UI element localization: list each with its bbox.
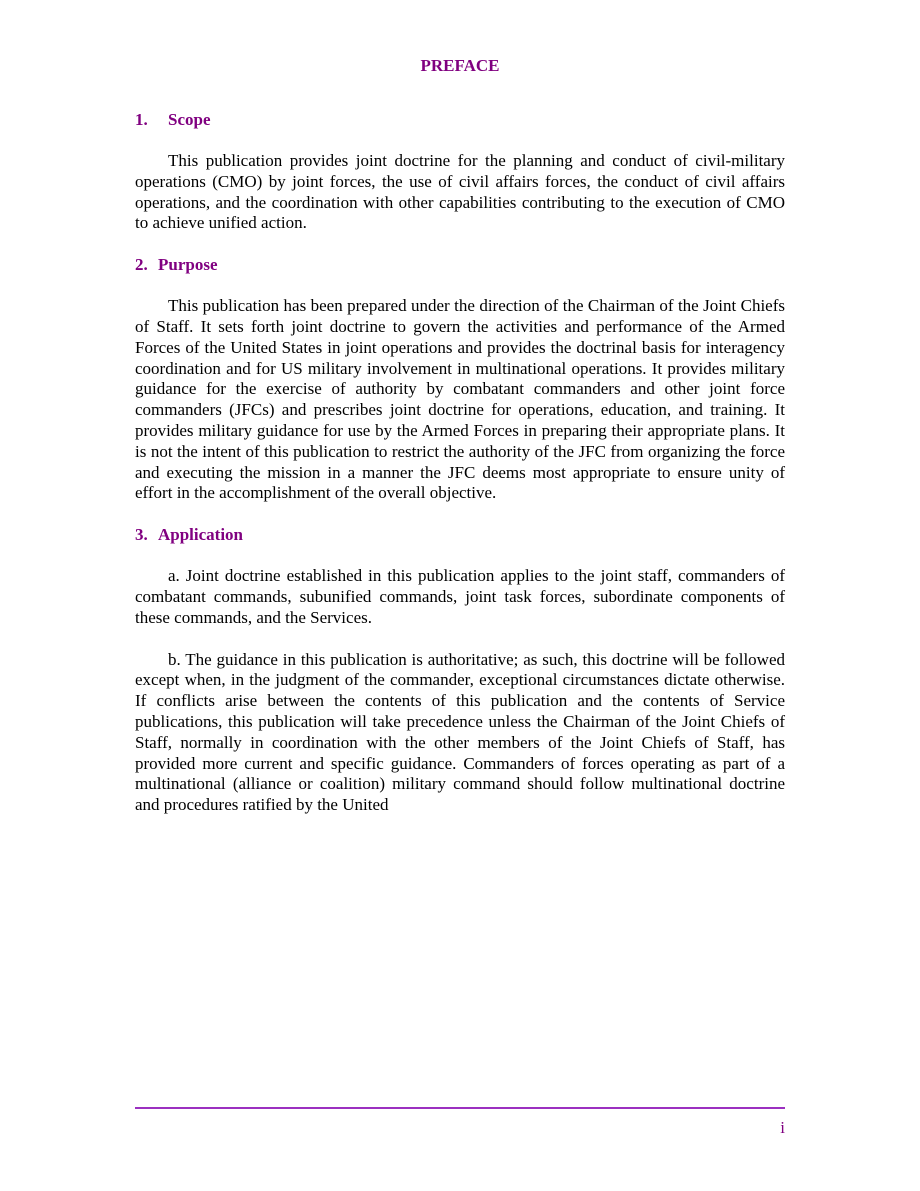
section-title: Purpose [158,255,218,275]
section-number: 2. [135,255,148,275]
section-title: Scope [168,110,211,129]
paragraph: This publication has been prepared under the direction of the Chairman of the Joint Chiefs of Staff. It sets forth joint doctrine to govern the activities and performance of the Armed Forces of the United States in joint operations and provides the doctrinal basis for interagency coordination and for US military involvement in multinational operations. It provides military guidance for the exercise of authority by combatant commanders and other joint force commanders (JFCs) and prescribes joint doctrine for operations, education, and training. It provides military guidance for use by the Armed Forces in preparing their appropriate plans. It is not the intent of this publication to restrict the authority of the JFC from organizing the force and executing the mission in a manner the JFC deems most appropriate to ensure unity of effort in the accomplishment of the overall objective. [135,296,785,503]
page-number: i [780,1118,785,1137]
section-heading [135,525,785,545]
paragraph: b. The guidance in this publication is authoritative; as such, this doctrine will be followed except when, in the judgment of the commander, exceptional circumstances dictate otherwise. If conflicts arise between the contents of this publication and the contents of Service publications, this publication will take precedence unless the Chairman of the Joint Chiefs of Staff, normally in coordination with the other members of the Joint Chiefs of Staff, has provided more current and specific guidance. Commanders of forces operating as part of a multinational (alliance or coalition) military command should follow multinational doctrine and procedures ratified by the United [135,649,785,815]
section-number: 3. [135,525,148,545]
section-heading [135,110,785,130]
footer-rule [135,1107,785,1109]
section-scope [135,110,785,234]
paragraph: a. Joint doctrine established in this publication applies to the joint staff, commanders of combatant commands, subunified commands, joint task forces, subordinate components of these commands, and the Services. [135,566,785,627]
section-application [135,525,785,816]
paragraph: This publication provides joint doctrine for the planning and conduct of civil-military operations (CMO) by joint forces, the use of civil affairs forces, the conduct of civil affairs operations, and the coordination with other capabilities contributing to the execution of CMO to achieve unified action. [135,151,785,233]
section-title: Application [158,525,244,545]
page-title: PREFACE [420,56,500,75]
section-purpose [135,255,785,504]
section-number: 1. [135,110,148,129]
section-heading [135,255,785,275]
document-body [135,110,785,837]
